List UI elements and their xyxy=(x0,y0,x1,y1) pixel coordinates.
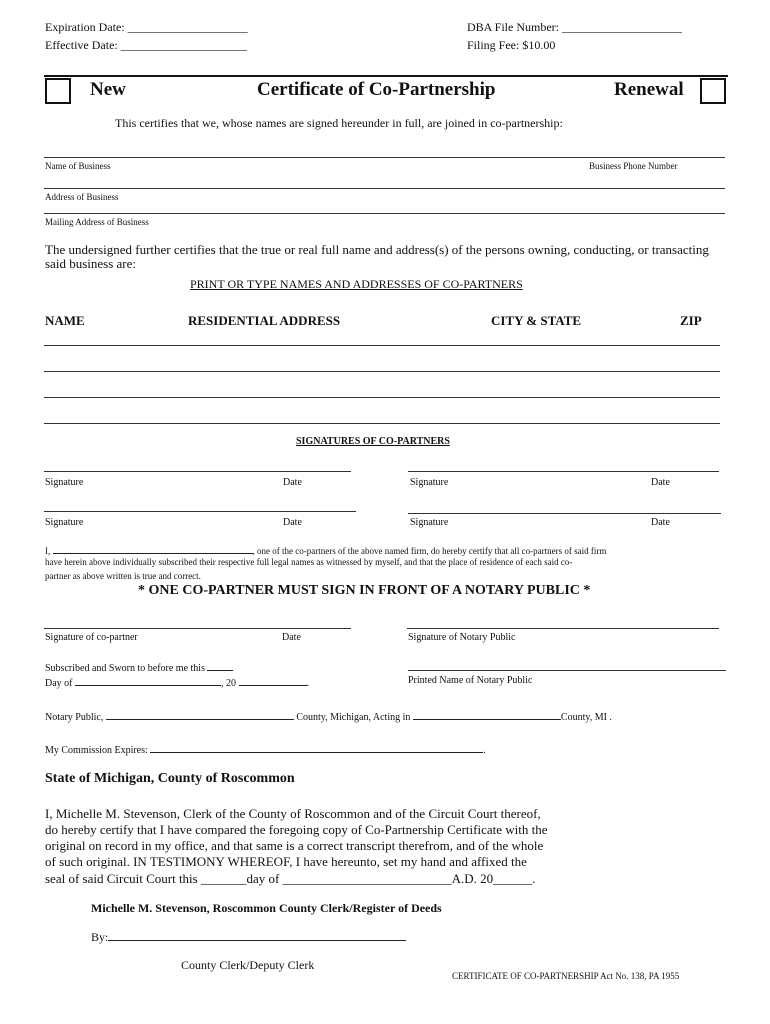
day-of-period: . xyxy=(306,678,309,689)
renewal-label: Renewal xyxy=(614,79,684,100)
column-name: NAME xyxy=(45,313,85,328)
printed-name-label: Printed Name of Notary Public xyxy=(408,675,533,686)
deputy-label: County Clerk/Deputy Clerk xyxy=(181,958,315,972)
signature-label-1: Signature xyxy=(45,477,84,488)
new-label: New xyxy=(90,79,126,100)
notary-county-blank[interactable] xyxy=(106,709,294,720)
day-of-line xyxy=(45,675,309,689)
day-of-label: Day of xyxy=(45,678,73,689)
clerk-para-line-2: do hereby certify that I have compared the foregoing copy of Co-Partnership Certificate with the xyxy=(45,822,548,837)
by-line xyxy=(91,930,406,945)
subscribed-line xyxy=(45,660,233,674)
notary-public-label: Notary Public, xyxy=(45,712,104,723)
business-phone-label: Business Phone Number xyxy=(589,161,678,171)
copartner-signature-line[interactable] xyxy=(44,628,351,629)
commission-blank[interactable] xyxy=(150,742,483,753)
filing-fee-label: Filing Fee: $10.00 xyxy=(467,38,556,52)
business-name-line[interactable] xyxy=(44,157,725,158)
acting-county-blank[interactable] xyxy=(413,709,561,720)
notary-signature-label: Signature of Notary Public xyxy=(408,632,516,643)
clerk-para-line-3: original on record in my office, and that same is a correct transcript therefrom, and of the whole xyxy=(45,838,544,853)
certification-prefix: I, xyxy=(45,546,51,556)
copartner-row-2[interactable] xyxy=(44,371,720,372)
certification-line-3: partner as above written is true and correct. xyxy=(45,571,201,581)
acting-in-label: County, Michigan, Acting in xyxy=(296,712,411,723)
year-blank[interactable] xyxy=(239,675,307,686)
form-title: Certificate of Co-Partnership xyxy=(257,79,496,100)
date-label-1: Date xyxy=(283,477,302,488)
clerk-para-line-5: seal of said Circuit Court this _______day of __________________________A.D. 20______. xyxy=(45,871,536,886)
copartner-signature-label: Signature of co-partner xyxy=(45,632,138,643)
new-checkbox[interactable] xyxy=(45,78,71,104)
dba-file-number-field[interactable]: DBA File Number: ____________________ xyxy=(467,20,682,34)
effective-date-field[interactable]: Effective Date: _____________________ xyxy=(45,38,247,52)
commission-period: . xyxy=(483,745,486,756)
subscribed-day-blank[interactable] xyxy=(207,660,233,671)
certify-text: The undersigned further certifies that the true or real full name and address(s) of the persons owning, conducting, or transacting said business are: xyxy=(45,242,709,271)
by-label: By: xyxy=(91,930,109,944)
signature-line-4[interactable] xyxy=(408,513,721,514)
mailing-address-line[interactable] xyxy=(44,213,725,214)
footer-act: CERTIFICATE OF CO-PARTNERSHIP Act No. 138, PA 1955 xyxy=(452,971,680,981)
column-city-state: CITY & STATE xyxy=(491,313,582,328)
business-name-label: Name of Business xyxy=(45,161,111,171)
signature-line-2[interactable] xyxy=(408,471,719,472)
mailing-address-label: Mailing Address of Business xyxy=(45,217,149,227)
certification-suffix: , one of the co-partners of the above named firm, do hereby certify that all co-partners of said firm xyxy=(252,546,607,556)
state-heading: State of Michigan, County of Roscommon xyxy=(45,771,295,786)
subscribed-label: Subscribed and Sworn to before me this xyxy=(45,663,205,674)
certification-line-2: have herein above individually subscribed their respective full legal names as witnessed by myself, and that the place of residence of each said co- xyxy=(45,557,573,567)
copartner-name-blank[interactable] xyxy=(53,543,253,554)
signatures-heading: SIGNATURES OF CO-PARTNERS xyxy=(296,436,450,447)
notary-signature-line[interactable] xyxy=(407,628,719,629)
business-address-line[interactable] xyxy=(44,188,725,189)
year-prefix: , 20 xyxy=(221,678,236,689)
by-signature-blank[interactable] xyxy=(108,930,406,941)
print-heading: PRINT OR TYPE NAMES AND ADDRESSES OF CO-PARTNERS xyxy=(190,277,523,291)
date-label-3: Date xyxy=(283,517,302,528)
clerk-name: Michelle M. Stevenson, Roscommon County Clerk/Register of Deeds xyxy=(91,901,442,915)
county-mi-label: County, MI . xyxy=(560,712,612,723)
notary-date-label: Date xyxy=(282,632,301,643)
signature-line-1[interactable] xyxy=(44,471,351,472)
signature-label-2: Signature xyxy=(410,477,449,488)
column-address: RESIDENTIAL ADDRESS xyxy=(188,313,341,328)
signature-label-4: Signature xyxy=(410,517,449,528)
printed-name-line[interactable] xyxy=(408,670,726,671)
title-top-rule xyxy=(44,75,728,77)
notary-county-line xyxy=(45,709,612,723)
clerk-para-line-1: I, Michelle M. Stevenson, Clerk of the County of Roscommon and of the Circuit Court thereof, xyxy=(45,806,541,821)
column-zip: ZIP xyxy=(680,313,702,328)
commission-label: My Commission Expires: xyxy=(45,745,148,756)
copartner-row-3[interactable] xyxy=(44,397,720,398)
copartner-row-4[interactable] xyxy=(44,423,720,424)
notary-notice: * ONE CO-PARTNER MUST SIGN IN FRONT OF A NOTARY PUBLIC * xyxy=(138,583,591,598)
commission-line xyxy=(45,742,486,756)
business-address-label: Address of Business xyxy=(45,192,119,202)
certification-line-1 xyxy=(45,543,606,556)
signature-line-3[interactable] xyxy=(44,511,356,512)
clerk-para-line-4: of such original. IN TESTIMONY WHEREOF, I have hereunto, set my hand and affixed the xyxy=(45,854,527,869)
signature-label-3: Signature xyxy=(45,517,84,528)
copartner-row-1[interactable] xyxy=(44,345,720,346)
intro-text: This certifies that we, whose names are signed hereunder in full, are joined in co-partnership: xyxy=(115,116,563,130)
expiration-date-field[interactable]: Expiration Date: ____________________ xyxy=(45,20,248,34)
date-label-2: Date xyxy=(651,477,670,488)
renewal-checkbox[interactable] xyxy=(700,78,726,104)
date-label-4: Date xyxy=(651,517,670,528)
month-blank[interactable] xyxy=(75,675,221,686)
